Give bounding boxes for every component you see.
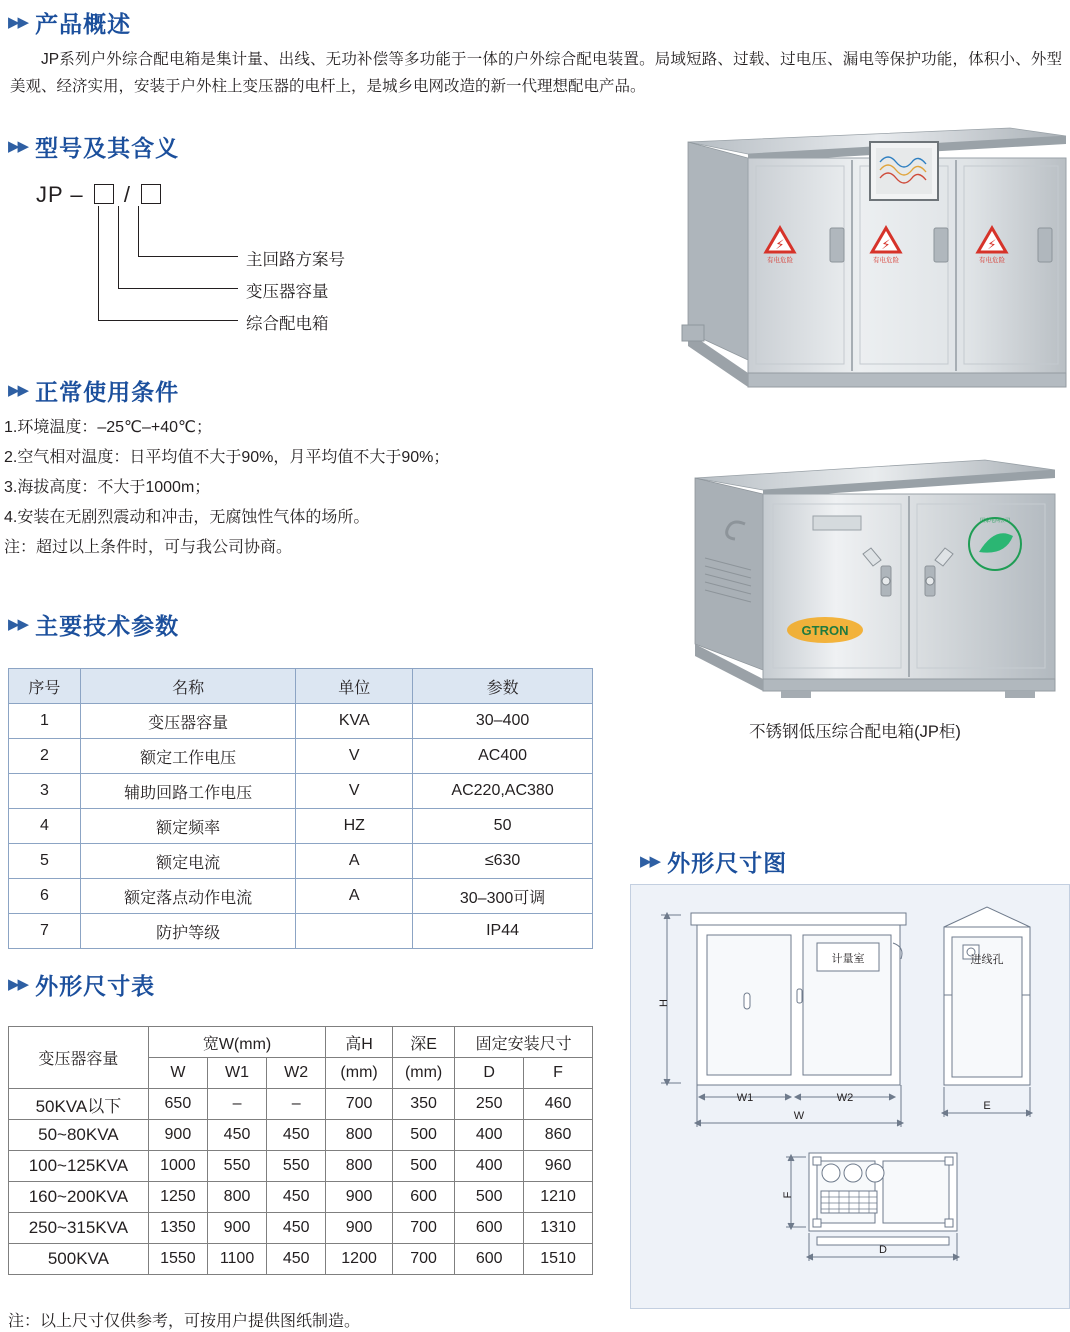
- cell-name: 辅助回路工作电压: [80, 774, 296, 809]
- section-title-dimdrawing: 外形尺寸图: [667, 850, 788, 876]
- col-header-height-unit: (mm): [326, 1058, 393, 1089]
- section-heading-overview: [8, 6, 628, 39]
- col-header-d: D: [455, 1058, 524, 1089]
- cell-w1: 550: [207, 1151, 266, 1182]
- table-row: [9, 1213, 593, 1244]
- table-row: [9, 1244, 593, 1275]
- table-row: [9, 914, 593, 949]
- condition-item: 3.海拔高度：不大于1000m；: [4, 479, 211, 496]
- cell-value: 50: [413, 809, 593, 844]
- cell-f: 460: [524, 1089, 593, 1120]
- model-diagram: [8, 176, 608, 381]
- cell-capacity: 500KVA: [9, 1244, 149, 1275]
- col-header-w: W: [148, 1058, 207, 1089]
- cell-w2: 550: [267, 1151, 326, 1182]
- col-header-w1: W1: [207, 1058, 266, 1089]
- table-header-row-top: [9, 1027, 593, 1058]
- cell-e: 500: [392, 1151, 454, 1182]
- cell-w2: 450: [267, 1244, 326, 1275]
- drawing-label-w: W: [793, 1110, 805, 1122]
- cell-w1: –: [207, 1089, 266, 1120]
- cell-d: 400: [455, 1151, 524, 1182]
- col-header-mount-group: 固定安装尺寸: [455, 1027, 593, 1058]
- drawing-label-w1: W1: [736, 1092, 754, 1104]
- table-row: [9, 809, 593, 844]
- section-title-dimtable: 外形尺寸表: [35, 973, 156, 999]
- cell-w: 1350: [148, 1213, 207, 1244]
- cell-index: 3: [9, 774, 81, 809]
- cell-w2: –: [267, 1089, 326, 1120]
- table-row: [9, 1120, 593, 1151]
- brand-logo-text: GTRON: [801, 623, 849, 638]
- col-header-unit: 单位: [296, 669, 413, 704]
- arrow-icon: ▶▶: [8, 138, 28, 155]
- cell-name: 额定频率: [80, 809, 296, 844]
- cell-w: 1000: [148, 1151, 207, 1182]
- table-row: [9, 774, 593, 809]
- leader-hline-2: [118, 288, 238, 289]
- cell-f: 860: [524, 1120, 593, 1151]
- cell-value: AC220,AC380: [413, 774, 593, 809]
- cell-value: ≤630: [413, 844, 593, 879]
- cell-h: 700: [326, 1089, 393, 1120]
- cell-w2: 450: [267, 1120, 326, 1151]
- col-header-depth: 深E: [392, 1027, 454, 1058]
- cell-capacity: 50~80KVA: [9, 1120, 149, 1151]
- condition-item: 1.环境温度：–25℃–+40℃；: [4, 419, 213, 436]
- cell-index: 5: [9, 844, 81, 879]
- arrow-icon: ▶▶: [8, 976, 28, 993]
- dimension-table-note: 注：以上尺寸仅供参考，可按用户提供图纸制造。: [8, 1313, 361, 1330]
- cell-h: 900: [326, 1182, 393, 1213]
- svg-text:⚡: ⚡: [775, 237, 785, 252]
- product-photo-three-door-cabinet: [680, 110, 1070, 410]
- svg-text:有电危险: 有电危险: [979, 257, 1005, 264]
- cell-unit: HZ: [296, 809, 413, 844]
- col-header-width-group: 宽W(mm): [148, 1027, 325, 1058]
- cell-index: 1: [9, 704, 81, 739]
- cell-w1: 1100: [207, 1244, 266, 1275]
- cell-unit: V: [296, 739, 413, 774]
- svg-text:有电危险: 有电危险: [873, 257, 899, 264]
- cell-d: 500: [455, 1182, 524, 1213]
- leader-hline-1: [138, 256, 238, 257]
- model-label-1: 主回路方案号: [246, 251, 345, 269]
- section-title-model: 型号及其含义: [35, 135, 180, 161]
- cell-e: 700: [392, 1213, 454, 1244]
- table-row: [9, 704, 593, 739]
- table-row: [9, 844, 593, 879]
- model-box-1: [94, 184, 114, 204]
- section-title-params: 主要技术参数: [35, 613, 180, 639]
- model-code-line: [36, 182, 164, 208]
- cell-unit: V: [296, 774, 413, 809]
- table-row: [9, 1182, 593, 1213]
- cell-unit: [296, 914, 413, 949]
- cell-e: 350: [392, 1089, 454, 1120]
- col-header-height: 高H: [326, 1027, 393, 1058]
- col-header-f: F: [524, 1058, 593, 1089]
- cell-e: 600: [392, 1182, 454, 1213]
- col-header-index: 序号: [9, 669, 81, 704]
- cell-w: 900: [148, 1120, 207, 1151]
- drawing-label-h: H: [658, 999, 670, 1007]
- section-heading-conditions: [8, 374, 179, 407]
- arrow-icon: ▶▶: [640, 853, 660, 870]
- cell-d: 600: [455, 1244, 524, 1275]
- cell-capacity: 250~315KVA: [9, 1213, 149, 1244]
- arrow-icon: ▶▶: [8, 14, 28, 31]
- model-label-2: 变压器容量: [246, 283, 329, 301]
- cell-h: 800: [326, 1120, 393, 1151]
- cell-w1: 800: [207, 1182, 266, 1213]
- svg-text:⚡: ⚡: [881, 237, 891, 252]
- col-header-capacity: 变压器容量: [9, 1027, 149, 1089]
- cell-d: 250: [455, 1089, 524, 1120]
- leader-line-3: [98, 206, 99, 320]
- cell-w: 1250: [148, 1182, 207, 1213]
- cell-e: 500: [392, 1120, 454, 1151]
- cell-value: AC400: [413, 739, 593, 774]
- params-table: [8, 668, 593, 949]
- arrow-icon: ▶▶: [8, 382, 28, 399]
- cell-unit: KVA: [296, 704, 413, 739]
- model-prefix: JP –: [36, 182, 84, 207]
- drawing-label-d: D: [879, 1244, 887, 1256]
- cell-capacity: 50KVA以下: [9, 1089, 149, 1120]
- section-heading-dimdrawing: [640, 845, 787, 878]
- cell-h: 800: [326, 1151, 393, 1182]
- condition-note: 注：超过以上条件时，可与我公司协商。: [4, 539, 293, 556]
- cell-index: 2: [9, 739, 81, 774]
- col-header-depth-unit: (mm): [392, 1058, 454, 1089]
- model-box-2: [141, 184, 161, 204]
- cell-w2: 450: [267, 1213, 326, 1244]
- hazard-label: 有电危险: [767, 257, 793, 264]
- intro-paragraph: JP系列户外综合配电箱是集计量、出线、无功补偿等多功能于一体的户外综合配电装置。局域短路、过载、过电压、漏电等保护功能，体积小、外型美观、经济实用，安装于户外柱上变压器的电杆上，是城乡电网改造的新一代理想配电产品。: [10, 51, 1062, 95]
- section-heading-model: [8, 130, 179, 163]
- cell-capacity: 160~200KVA: [9, 1182, 149, 1213]
- table-row: [9, 739, 593, 774]
- drawing-label-meter-room: 计量室: [831, 953, 865, 965]
- condition-item: 4.安装在无剧烈震动和冲击，无腐蚀性气体的场所。: [4, 509, 370, 526]
- leader-hline-3: [98, 320, 238, 321]
- cell-unit: A: [296, 844, 413, 879]
- arrow-icon: ▶▶: [8, 616, 28, 633]
- drawing-label-w2: W2: [836, 1092, 854, 1104]
- cell-d: 400: [455, 1120, 524, 1151]
- left-column: [8, 6, 628, 39]
- cell-value: 30–400: [413, 704, 593, 739]
- drawing-label-e: E: [983, 1100, 991, 1112]
- drawing-label-inlet-hole: 进线孔: [970, 954, 1004, 966]
- cell-unit: A: [296, 879, 413, 914]
- cell-h: 1200: [326, 1244, 393, 1275]
- cell-e: 700: [392, 1244, 454, 1275]
- cell-f: 1510: [524, 1244, 593, 1275]
- cell-capacity: 100~125KVA: [9, 1151, 149, 1182]
- cell-d: 600: [455, 1213, 524, 1244]
- cell-name: 额定工作电压: [80, 739, 296, 774]
- table-row: [9, 1089, 593, 1120]
- svg-text:⚡: ⚡: [987, 237, 997, 252]
- leader-line-1: [138, 206, 139, 256]
- col-header-name: 名称: [80, 669, 296, 704]
- section-title-conditions: 正常使用条件: [35, 379, 180, 405]
- cell-f: 960: [524, 1151, 593, 1182]
- drawing-label-f: F: [782, 1191, 794, 1199]
- product-photo-two-door-cabinet: [685, 448, 1065, 710]
- cell-name: 额定电流: [80, 844, 296, 879]
- cell-value: 30–300可调: [413, 879, 593, 914]
- model-separator: /: [123, 182, 131, 207]
- cell-index: 7: [9, 914, 81, 949]
- table-row: [9, 879, 593, 914]
- cell-h: 900: [326, 1213, 393, 1244]
- model-label-3: 综合配电箱: [246, 315, 329, 333]
- photo-caption: 不锈钢低压综合配电箱(JP柜): [749, 723, 961, 741]
- cell-index: 6: [9, 879, 81, 914]
- cell-f: 1310: [524, 1213, 593, 1244]
- table-header-row: [9, 669, 593, 704]
- cell-w2: 450: [267, 1182, 326, 1213]
- condition-item: 2.空气相对温度：日平均值不大于90%，月平均值不大于90%；: [4, 449, 450, 466]
- dimension-drawing-panel: [630, 884, 1070, 1309]
- leader-line-2: [118, 206, 119, 288]
- svg-text:国家电网公司: 国家电网公司: [979, 518, 1011, 524]
- cell-f: 1210: [524, 1182, 593, 1213]
- cell-name: 额定落点动作电流: [80, 879, 296, 914]
- col-header-value: 参数: [413, 669, 593, 704]
- conditions-list: [4, 416, 604, 566]
- table-row: [9, 1151, 593, 1182]
- dimension-table: [8, 1026, 593, 1275]
- cell-name: 变压器容量: [80, 704, 296, 739]
- cell-name: 防护等级: [80, 914, 296, 949]
- cell-w1: 900: [207, 1213, 266, 1244]
- cell-index: 4: [9, 809, 81, 844]
- cell-w: 1550: [148, 1244, 207, 1275]
- cell-w1: 450: [207, 1120, 266, 1151]
- section-heading-dimtable: [8, 968, 155, 1001]
- cell-value: IP44: [413, 914, 593, 949]
- cell-w: 650: [148, 1089, 207, 1120]
- section-title-overview: 产品概述: [35, 11, 132, 37]
- col-header-w2: W2: [267, 1058, 326, 1089]
- section-heading-params: [8, 608, 179, 641]
